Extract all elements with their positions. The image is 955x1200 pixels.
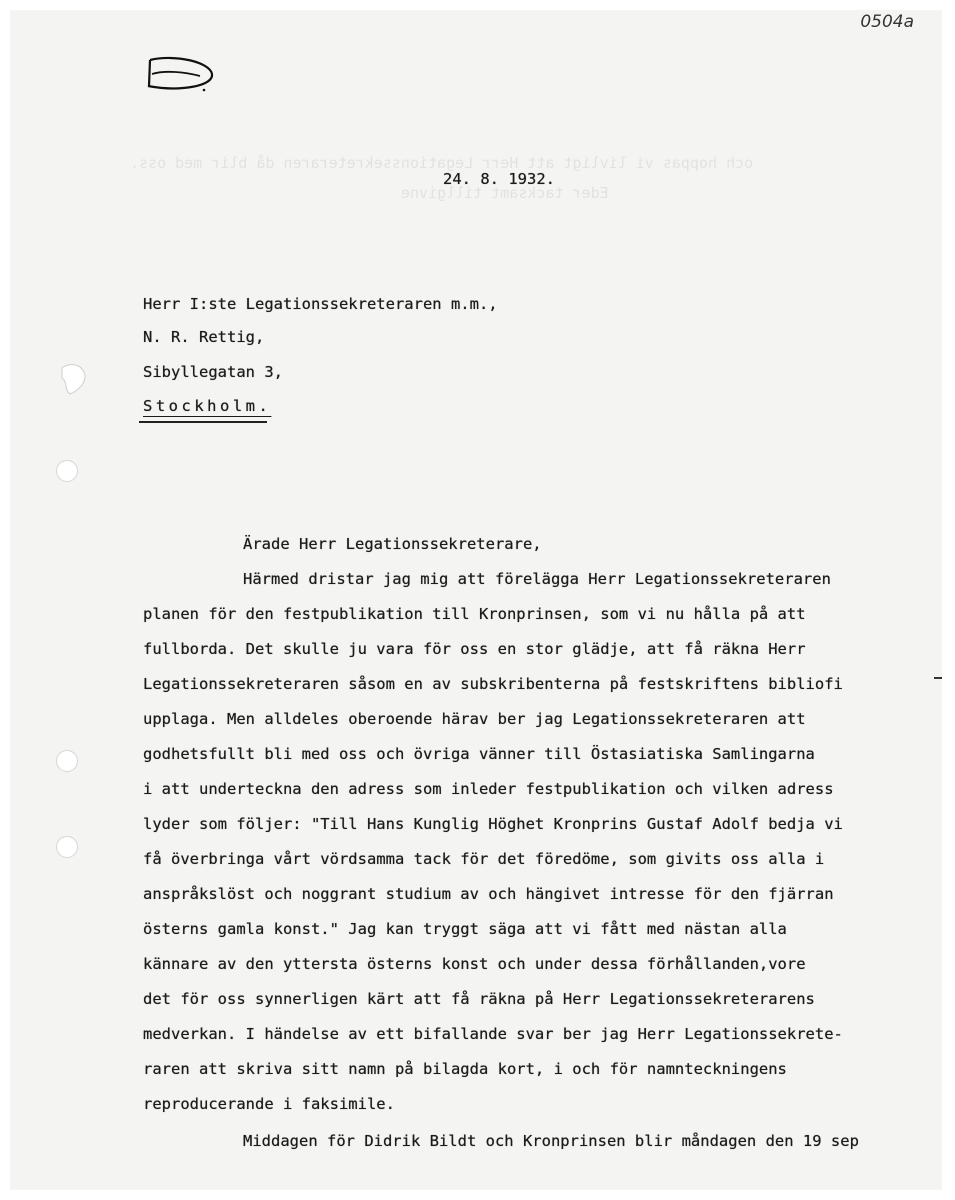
- body-line: godhetsfullt bli med oss och övriga vänner till Östasiatiska Samlingarna: [143, 745, 815, 763]
- body-line: planen för den festpublikation till Kronprinsen, som vi nu hålla på att: [143, 605, 806, 623]
- body-line: Legationssekreteraren såsom en av subskribenterna på festskriftens bibliofi: [143, 675, 843, 693]
- recipient-title: Herr I:ste Legationssekreteraren m.m.,: [143, 295, 498, 313]
- punch-hole: [56, 750, 78, 772]
- punch-hole: [56, 460, 78, 482]
- letter-page: [10, 10, 942, 1190]
- punch-hole: [56, 836, 78, 858]
- margin-mark: [934, 677, 942, 679]
- handwritten-d-mark: [140, 52, 230, 102]
- body-line: kännare av den yttersta österns konst och under dessa förhållanden,vore: [143, 955, 806, 973]
- recipient-city: Stockholm.: [143, 397, 272, 415]
- body-line: österns gamla konst." Jag kan tryggt säga att vi fått med nästan alla: [143, 920, 787, 938]
- body-line: få överbringa vårt vördsamma tack för det föredöme, som givits oss alla i: [143, 850, 825, 868]
- recipient-name: N. R. Rettig,: [143, 328, 265, 346]
- recipient-street: Sibyllegatan 3,: [143, 363, 283, 381]
- bleed-through-text: och hoppas vi livligt att Herr Legationssekreteraren då blir med oss. Eder tacksamt tillgivne: [130, 154, 754, 202]
- body-line: i att underteckna den adress som inleder festpublikation och vilken adress: [143, 780, 834, 798]
- body-line: anspråkslöst och noggrant studium av och hängivet intresse för den fjärran: [143, 885, 834, 903]
- salutation: Ärade Herr Legationssekreterare,: [243, 535, 542, 553]
- body-line: fullborda. Det skulle ju vara för oss en stor glädje, att få räkna Herr: [143, 640, 806, 658]
- body-line: lyder som följer: "Till Hans Kunglig Höghet Kronprins Gustaf Adolf bedja vi: [143, 815, 843, 833]
- letter-date: 24. 8. 1932.: [443, 170, 555, 188]
- body-line: det för oss synnerligen kärt att få räkna på Herr Legationssekreterarens: [143, 990, 815, 1008]
- body-line: medverkan. I händelse av ett bifallande svar ber jag Herr Legationssekrete-: [143, 1025, 843, 1043]
- body-line: reproducerande i faksimile.: [143, 1095, 395, 1113]
- body-line: upplaga. Men alldeles oberoende härav ber jag Legationssekreteraren att: [143, 710, 806, 728]
- paper-tear: [58, 360, 94, 400]
- closing-line: Middagen för Didrik Bildt och Kronprinsen blir måndagen den 19 sep: [243, 1132, 859, 1150]
- body-line: Härmed dristar jag mig att förelägga Herr Legationssekreteraren: [243, 570, 831, 588]
- archive-number: 0504a: [860, 12, 914, 32]
- body-line: raren att skriva sitt namn på bilagda kort, i och för namnteckningens: [143, 1060, 787, 1078]
